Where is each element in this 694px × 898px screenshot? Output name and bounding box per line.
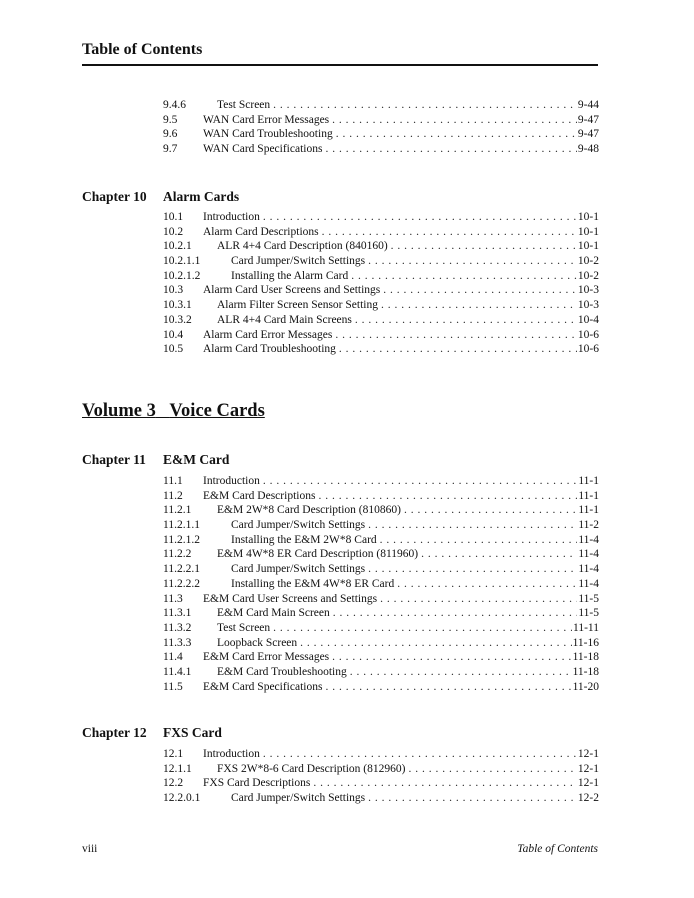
toc-entry-number: 11.2.1.2 <box>163 533 200 546</box>
toc-entry-page: 12-1 <box>577 777 599 790</box>
toc-entry-text <box>203 113 599 128</box>
toc-entry-number: 10.2.1.2 <box>163 269 201 282</box>
dot-leader <box>263 747 577 762</box>
dot-leader <box>322 225 577 240</box>
toc-entry-title: Card Jumper/Switch Settings <box>231 519 366 532</box>
toc-entry-text <box>231 269 599 284</box>
toc-entry-number: 11.2.1.1 <box>163 519 200 532</box>
chapter-title: FXS Card <box>163 725 222 740</box>
toc-entry-title: Introduction <box>203 211 260 223</box>
toc-entry-title: Introduction <box>203 475 260 487</box>
toc-entry[interactable] <box>163 210 599 225</box>
toc-entry-number: 9.7 <box>163 143 178 156</box>
dot-leader <box>421 547 577 562</box>
dot-leader <box>381 298 577 313</box>
dot-leader <box>263 210 577 225</box>
toc-entry-text <box>203 650 599 665</box>
toc-entry-text <box>231 791 599 806</box>
toc-entry-number: 11.2 <box>163 489 183 502</box>
toc-entry[interactable] <box>163 650 599 665</box>
toc-entry[interactable] <box>163 127 599 142</box>
toc-entry-page: 11-4 <box>578 577 599 590</box>
dot-leader <box>380 533 578 548</box>
toc-entry-page: 11-2 <box>578 519 599 532</box>
toc-entry-number: 9.4.6 <box>163 99 186 111</box>
dot-leader <box>333 606 578 621</box>
dot-leader <box>300 636 571 651</box>
toc-entry-number: 11.5 <box>163 680 183 693</box>
toc-entry-page: 11-4 <box>578 548 599 561</box>
toc-entry-page: 10-3 <box>577 284 599 297</box>
toc-entry-page: 9-48 <box>577 143 599 156</box>
toc-entry-page: 10-2 <box>577 269 599 282</box>
toc-entry-text <box>231 254 599 269</box>
chapter-title: E&M Card <box>163 452 230 467</box>
toc-entry-title: Test Screen <box>217 99 271 111</box>
toc-entry-number: 11.2.2.1 <box>163 563 200 576</box>
toc-entry-number: 10.3.2 <box>163 313 192 326</box>
toc-entry-number: 11.1 <box>163 475 183 487</box>
toc-entry-page: 11-18 <box>572 665 599 678</box>
toc-entry-number: 11.2.2 <box>163 548 192 561</box>
dot-leader <box>313 776 577 791</box>
toc-entry-text <box>203 210 599 225</box>
chapter-label: Chapter 11 <box>82 452 146 467</box>
toc-entry-number: 11.2.2.2 <box>163 577 200 590</box>
toc-entry-page: 11-20 <box>572 680 599 693</box>
toc-entry-title: E&M 2W*8 Card Description (810860) <box>217 504 401 517</box>
dot-leader <box>351 269 577 284</box>
chapter-label: Chapter 12 <box>82 725 147 740</box>
toc-entry-page: 10-2 <box>577 255 599 268</box>
toc-entry-page: 12-2 <box>577 792 599 805</box>
toc-entry-page: 11-1 <box>578 475 599 487</box>
toc-entry[interactable] <box>163 606 599 621</box>
dot-leader <box>368 562 577 577</box>
volume-label: Volume 3 <box>82 401 156 421</box>
toc-entry-text <box>231 518 599 533</box>
toc-entry-title: Installing the E&M 4W*8 ER Card <box>231 577 395 590</box>
toc-entry-page: 11-4 <box>578 563 599 576</box>
dot-leader <box>397 577 577 592</box>
toc-entry-text <box>217 762 599 777</box>
toc-entry-title: Alarm Card Troubleshooting <box>203 343 336 356</box>
toc-entry-text <box>217 665 599 680</box>
toc-entry-title: Card Jumper/Switch Settings <box>231 563 366 576</box>
toc-entry-number: 12.1.1 <box>163 762 192 775</box>
toc-entry[interactable] <box>163 283 599 298</box>
dot-leader <box>350 665 572 680</box>
toc-entry[interactable] <box>163 747 599 762</box>
dot-leader <box>404 503 577 518</box>
toc-entry-title: Introduction <box>203 748 260 760</box>
toc-entry-page: 11-1 <box>578 489 599 502</box>
toc-entry-number: 12.2 <box>163 777 184 790</box>
toc-entry[interactable] <box>163 533 599 548</box>
toc-entry[interactable] <box>163 621 599 636</box>
toc-entry[interactable] <box>163 562 599 577</box>
toc-entry[interactable] <box>163 239 599 254</box>
toc-entry-text <box>231 577 599 592</box>
toc-entry-number: 12.2.0.1 <box>163 792 201 805</box>
toc-entry-text <box>217 636 599 651</box>
toc-entry-text <box>203 283 599 298</box>
toc-entry-page: 11-18 <box>572 651 599 664</box>
toc-entry-page: 11-4 <box>578 533 599 546</box>
dot-leader <box>336 127 577 142</box>
dot-leader <box>380 592 577 607</box>
dot-leader <box>339 342 577 357</box>
toc-entry[interactable] <box>163 313 599 328</box>
toc-entry-number: 9.6 <box>163 128 178 141</box>
toc-entry-number: 11.3.1 <box>163 607 192 620</box>
dot-leader <box>263 474 577 489</box>
toc-entry-page: 11-1 <box>578 504 599 517</box>
footer-running-title: Table of Contents <box>517 843 598 855</box>
dot-leader <box>273 621 572 636</box>
dot-leader <box>325 680 571 695</box>
dot-leader <box>273 98 577 113</box>
toc-entry-text <box>231 562 599 577</box>
dot-leader <box>325 142 576 157</box>
toc-entry-page: 9-47 <box>577 128 599 141</box>
toc-entry[interactable] <box>163 592 599 607</box>
toc-entry-text <box>203 328 599 343</box>
toc-section-chapter-12 <box>163 747 599 806</box>
chapter-label: Chapter 10 <box>82 189 147 204</box>
toc-entry-title: E&M Card Error Messages <box>203 651 330 664</box>
toc-entry-title: Card Jumper/Switch Settings <box>231 792 366 805</box>
toc-entry-page: 10-6 <box>577 328 599 341</box>
toc-entry-title: WAN Card Specifications <box>203 143 323 156</box>
toc-entry-number: 10.2.1 <box>163 240 192 253</box>
volume-title: Voice Cards <box>169 401 265 421</box>
toc-entry-title: Installing the Alarm Card <box>231 269 349 282</box>
chapter-title: Alarm Cards <box>163 189 240 204</box>
toc-entry-title: Loopback Screen <box>217 636 298 649</box>
toc-entry[interactable] <box>163 680 599 695</box>
volume-heading[interactable] <box>82 400 265 422</box>
toc-entry-title: FXS Card Descriptions <box>203 777 311 790</box>
toc-entry-text <box>217 621 599 636</box>
toc-entry[interactable] <box>163 665 599 680</box>
toc-entry[interactable] <box>163 762 599 777</box>
toc-entry-page: 11-5 <box>578 592 599 605</box>
toc-entry-number: 11.4 <box>163 651 183 664</box>
toc-entry-text <box>217 503 599 518</box>
toc-entry[interactable] <box>163 547 599 562</box>
toc-entry[interactable] <box>163 225 599 240</box>
toc-entry-title: Installing the E&M 2W*8 Card <box>231 533 377 546</box>
page-title: Table of Contents <box>82 41 203 58</box>
toc-entry-number: 11.3 <box>163 592 183 605</box>
toc-entry-number: 10.3.1 <box>163 299 192 312</box>
toc-entry-text <box>203 747 599 762</box>
toc-entry-text <box>203 489 599 504</box>
toc-entry[interactable] <box>163 298 599 313</box>
toc-entry-number: 10.2.1.1 <box>163 255 201 268</box>
toc-entry-title: Alarm Card Error Messages <box>203 328 333 341</box>
toc-entry-page: 10-1 <box>577 240 599 253</box>
toc-entry-page: 10-4 <box>577 313 599 326</box>
toc-entry-title: WAN Card Troubleshooting <box>203 128 333 141</box>
dot-leader <box>391 239 577 254</box>
dot-leader <box>368 254 577 269</box>
toc-section-chapter-9 <box>163 98 599 157</box>
toc-entry[interactable] <box>163 254 599 269</box>
toc-entry-title: E&M Card Specifications <box>203 680 323 693</box>
toc-entry-text <box>203 142 599 157</box>
toc-entry-number: 10.1 <box>163 211 184 223</box>
toc-entry-text <box>203 127 599 142</box>
toc-entry-title: FXS 2W*8-6 Card Description (812960) <box>217 762 406 775</box>
toc-entry-text <box>203 680 599 695</box>
toc-entry-page: 10-1 <box>577 225 599 238</box>
dot-leader <box>368 518 577 533</box>
toc-entry-text <box>203 776 599 791</box>
toc-entry-title: Alarm Filter Screen Sensor Setting <box>217 299 378 312</box>
toc-entry-number: 11.2.1 <box>163 504 192 517</box>
toc-entry-page: 10-6 <box>577 343 599 356</box>
toc-entry-title: ALR 4+4 Card Main Screens <box>217 313 352 326</box>
toc-entry-title: Card Jumper/Switch Settings <box>231 255 366 268</box>
toc-entry-text <box>217 606 599 621</box>
toc-entry-title: ALR 4+4 Card Description (840160) <box>217 240 388 253</box>
toc-entry-text <box>217 313 599 328</box>
toc-entry-text <box>203 225 599 240</box>
toc-entry[interactable] <box>163 269 599 284</box>
toc-entry-text <box>217 298 599 313</box>
toc-entry-title: E&M Card Main Screen <box>217 607 330 620</box>
toc-entry[interactable] <box>163 503 599 518</box>
dot-leader <box>408 762 576 777</box>
toc-entry-text <box>203 592 599 607</box>
toc-entry-title: Alarm Card Descriptions <box>203 225 319 238</box>
toc-entry[interactable] <box>163 98 599 113</box>
toc-entry-text <box>203 474 599 489</box>
toc-entry-title: Test Screen <box>217 621 271 634</box>
toc-entry[interactable] <box>163 113 599 128</box>
toc-entry-title: E&M Card Troubleshooting <box>217 665 347 678</box>
dot-leader <box>335 328 577 343</box>
dot-leader <box>318 489 577 504</box>
toc-entry[interactable] <box>163 791 599 806</box>
dot-leader <box>332 113 577 128</box>
toc-entry[interactable] <box>163 518 599 533</box>
toc-entry[interactable] <box>163 636 599 651</box>
toc-entry[interactable] <box>163 142 599 157</box>
toc-section-chapter-11 <box>163 474 599 694</box>
toc-entry[interactable] <box>163 474 599 489</box>
toc-entry-page: 12-1 <box>577 762 599 775</box>
toc-entry-text <box>217 239 599 254</box>
toc-entry-page: 9-47 <box>577 113 599 126</box>
page-header <box>82 40 598 66</box>
toc-entry-text <box>203 342 599 357</box>
toc-entry-number: 11.4.1 <box>163 665 192 678</box>
toc-entry-number: 10.4 <box>163 328 184 341</box>
toc-entry-number: 10.5 <box>163 343 184 356</box>
toc-entry[interactable] <box>163 577 599 592</box>
toc-entry[interactable] <box>163 342 599 357</box>
toc-entry-text <box>217 547 599 562</box>
toc-entry-number: 11.3.3 <box>163 636 192 649</box>
toc-entry-page: 12-1 <box>577 748 599 760</box>
dot-leader <box>368 791 577 806</box>
toc-entry-number: 11.3.2 <box>163 621 192 634</box>
toc-entry-page: 10-3 <box>577 299 599 312</box>
toc-entry-number: 9.5 <box>163 113 178 126</box>
toc-entry[interactable] <box>163 328 599 343</box>
dot-leader <box>355 313 577 328</box>
toc-entry-page: 11-16 <box>572 636 599 649</box>
toc-entry-text <box>231 533 599 548</box>
dot-leader <box>332 650 571 665</box>
toc-entry-title: Alarm Card User Screens and Settings <box>203 284 381 297</box>
toc-entry-page: 9-44 <box>577 99 599 111</box>
toc-entry-title: E&M Card Descriptions <box>203 489 316 502</box>
toc-entry[interactable] <box>163 489 599 504</box>
toc-entry-number: 10.3 <box>163 284 184 297</box>
toc-entry-page: 10-1 <box>577 211 599 223</box>
toc-entry-title: WAN Card Error Messages <box>203 113 330 126</box>
toc-entry-title: E&M 4W*8 ER Card Description (811960) <box>217 548 419 561</box>
dot-leader <box>383 283 577 298</box>
toc-entry-title: E&M Card User Screens and Settings <box>203 592 378 605</box>
toc-entry-text <box>217 98 599 113</box>
toc-entry-number: 12.1 <box>163 748 184 760</box>
toc-entry-page: 11-11 <box>573 621 599 634</box>
toc-section-chapter-10 <box>163 210 599 357</box>
footer-page-number: viii <box>82 843 98 855</box>
toc-entry[interactable] <box>163 776 599 791</box>
toc-entry-page: 11-5 <box>578 607 599 620</box>
toc-entry-number: 10.2 <box>163 225 184 238</box>
